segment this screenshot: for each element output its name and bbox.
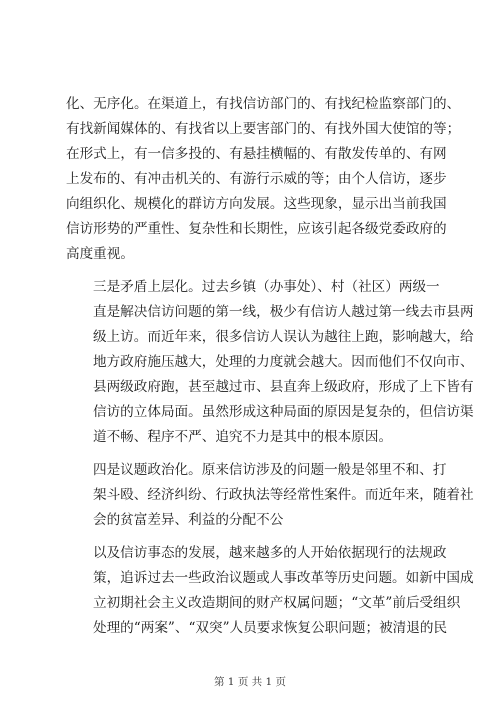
paragraph (66, 541, 474, 641)
text-line: 直是解决信访问题的第一线，极少有信访人越过第一线去市县两 (93, 304, 474, 320)
text-line: 架斗殴、经济纠纷、行政执法等经常性案件。而近年来，随着社 (93, 487, 474, 503)
text-line: 有找新闻媒体的、有找省以上要害部门的、有找外国大使馆的等； (66, 121, 461, 137)
text-line: 级上访。而近年来，很多信访人误认为越往上跑，影响越大，给 (93, 329, 474, 345)
text-line: 在形式上，有一信多投的、有悬挂横幅的、有散发传单的、有网 (66, 146, 447, 162)
body-text (66, 92, 474, 649)
paragraph (66, 458, 474, 533)
text-line: 县两级政府跑，甚至越过市、县直奔上级政府，形成了上下皆有 (93, 379, 474, 395)
text-line: 道不畅、程序不严、追究不力是其中的根本原因。 (93, 429, 393, 445)
text-line: 上发布的、有冲击机关的、有游行示威的等；由个人信访，逐步 (66, 171, 447, 187)
text-line: 以及信访事态的发展，越来越多的人开始依据现行的法规政 (93, 545, 447, 561)
text-line: 信访形势的严重性、复杂性和长期性，应该引起各级党委政府的 (66, 221, 447, 237)
text-line: 信访的立体局面。虽然形成这种局面的原因是复杂的，但信访渠 (93, 404, 474, 420)
text-line: 化、无序化。在渠道上，有找信访部门的、有找纪检监察部门的、 (66, 96, 461, 112)
text-line: 四是议题政治化。原来信访涉及的问题一般是邻里不和、打 (93, 462, 447, 478)
page-footer: 第 1 页 共 1 页 (213, 676, 287, 688)
text-line: 会的贫富差异、利益的分配不公 (93, 512, 284, 528)
text-line: 向组织化、规模化的群访方向发展。这些现象，显示出当前我国 (66, 196, 447, 212)
text-line: 处理的“两案”、“双突”人员要求恢复公职问题；被清退的民 (93, 620, 448, 636)
paragraph (66, 92, 461, 267)
text-line: 三是矛盾上层化。过去乡镇（办事处）、村（社区）两级一 (93, 279, 440, 295)
text-line: 立初期社会主义改造期间的财产权属问题；“文革”前后受组织 (93, 595, 461, 611)
paragraph (66, 275, 474, 450)
text-line: 策，追诉过去一些政治议题或人事改革等历史问题。如新中国成 (93, 570, 474, 586)
text-line: 高度重视。 (66, 246, 134, 262)
text-line: 地方政府施压越大，处理的力度就会越大。因而他们不仅向市、 (93, 354, 474, 370)
